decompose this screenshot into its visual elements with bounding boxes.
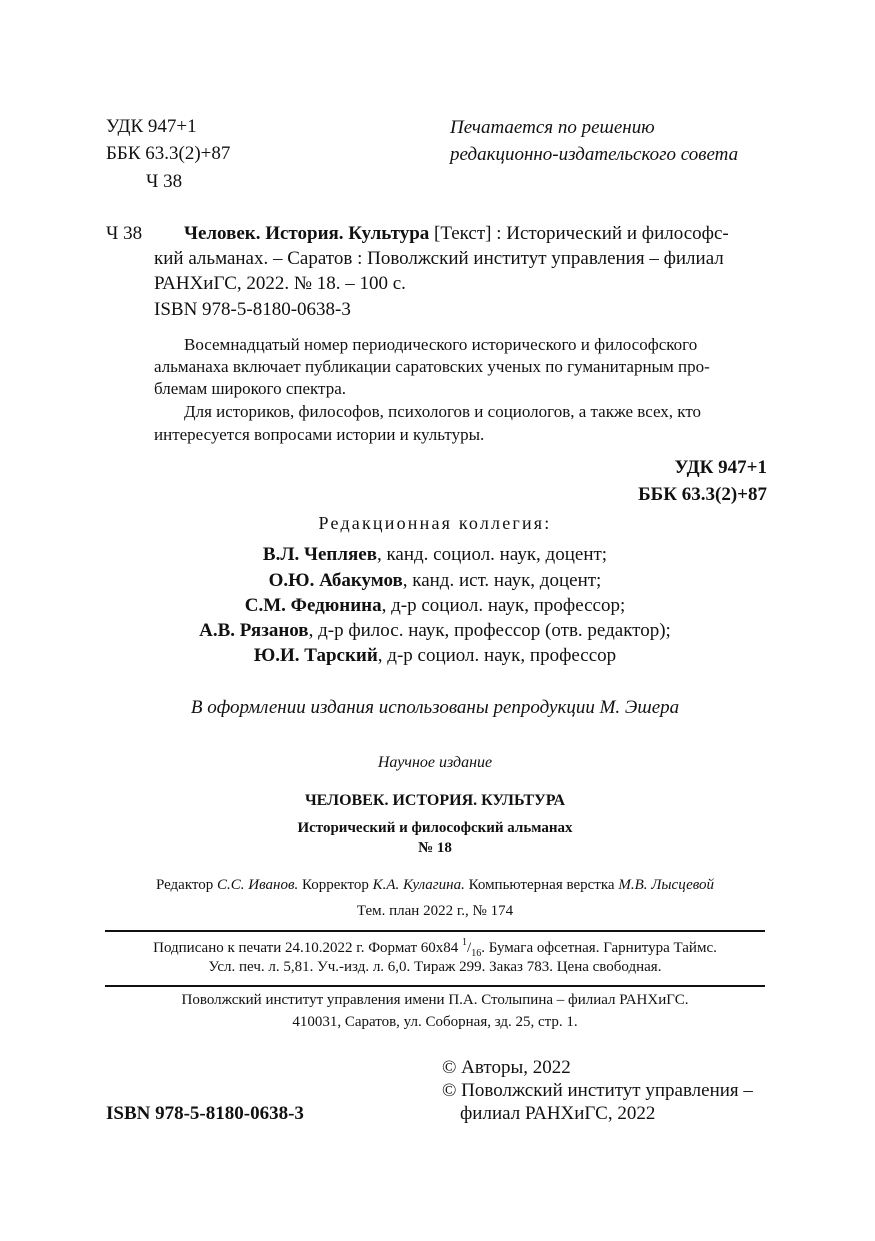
imprint-subtitle: Исторический и философский альманах [297,820,573,836]
board-heading: Редакционная коллегия: [318,513,552,533]
bib-line-1 [184,223,729,245]
footer-isbn: ISBN 978-5-8180-0638-3 [106,1103,304,1124]
design-note: В оформлении издания использованы репродукции М. Эшера [190,697,680,718]
annotation-p2-line-2: интересуется вопросами истории и культуры. [154,425,485,444]
print-info-a: Подписано к печати 24.10.2022 г. Формат 60х84 [153,940,463,956]
imprint-plan: Тем. план 2022 г., № 174 [356,903,514,919]
board-member-name: А.В. Рязанов [199,620,309,641]
copyright-institute-line-2: филиал РАНХиГС, 2022 [460,1103,656,1124]
board-member [105,570,765,592]
bib-mark: Ч 38 [106,223,143,244]
layout-label: Компьютерная верстка [464,877,619,893]
board-member-role: , д-р социол. наук, профессор [377,645,617,666]
board-member [105,645,765,667]
board-member [105,544,765,566]
publish-note-line-1: Печатается по решению [450,117,655,138]
editor-label: Редактор [155,877,218,893]
format-fraction-separator: / [467,940,472,956]
bib-title: Человек. История. Культура [184,223,430,244]
board-member-name: В.Л. Чепляев [262,544,377,565]
format-fraction-denominator: 16 [471,948,482,959]
corrector-name: К.А. Кулагина. [372,877,465,893]
print-info-b: . Бумага офсетная. Гарнитура Таймс. [481,940,717,956]
print-info-line-1 [105,937,765,959]
board-member-name: С.М. Федюнина [244,595,382,616]
bib-isbn: ISBN 978-5-8180-0638-3 [154,299,351,320]
header-bbk: ББК 63.3(2)+87 [106,143,231,164]
publisher-line-2: 410031, Саратов, ул. Соборная, зд. 25, стр. 1. [292,1014,578,1030]
publisher-line-1: Поволжский институт управления имени П.А. Столыпина – филиал РАНХиГС. [181,992,689,1008]
print-info-line-2: Усл. печ. л. 5,81. Уч.-изд. л. 6,0. Тираж 299. Заказ 783. Цена свободная. [208,959,662,975]
imprint-staff [105,877,765,894]
publish-note-line-2: редакционно-издательского совета [450,144,739,165]
board-member-name: О.Ю. Абакумов [268,570,403,591]
header-udk: УДК 947+1 [106,116,197,137]
board-member-role: , канд. ист. наук, доцент; [402,570,602,591]
board-member [105,595,765,617]
bib-line-1-rest: [Текст] : Исторический и философс- [429,223,729,244]
annotation-p2-line-1: Для историков, философов, психологов и социологов, а также всех, кто [184,402,702,421]
imprint-number: № 18 [418,840,452,856]
classification-bbk: ББК 63.3(2)+87 [638,484,767,505]
bib-line-2: кий альманах. – Саратов : Поволжский институт управления – филиал [154,248,724,269]
board-member-name: Ю.И. Тарский [253,645,378,666]
board-member-role: , д-р социол. наук, профессор; [381,595,626,616]
divider-bottom [105,985,765,987]
annotation-p1-line-1: Восемнадцатый номер периодического исторического и философского [184,335,698,354]
board-member-role: , д-р филос. наук, профессор (отв. редактор); [308,620,671,641]
imprint-kind: Научное издание [377,754,493,771]
copyright-authors: © Авторы, 2022 [442,1057,571,1078]
board-member-role: , канд. социол. наук, доцент; [376,544,608,565]
header-author-mark: Ч 38 [146,171,183,192]
editor-name: С.С. Иванов. [217,877,299,893]
layout-name: М.В. Лысцевой [618,877,715,893]
bib-line-3: РАНХиГС, 2022. № 18. – 100 с. [154,273,406,294]
corrector-label: Корректор [298,877,373,893]
board-member [105,620,765,642]
annotation-p1-line-2: альманаха включает публикации саратовских ученых по гуманитарным про- [154,357,710,376]
divider-top [105,930,765,932]
annotation-p1-line-3: блемам широкого спектра. [154,379,346,398]
format-fraction-numerator: 1 [462,937,468,948]
imprint-title: ЧЕЛОВЕК. ИСТОРИЯ. КУЛЬТУРА [304,792,566,809]
copyright-institute-line-1: © Поволжский институт управления – [442,1080,753,1101]
classification-udk: УДК 947+1 [674,457,767,478]
